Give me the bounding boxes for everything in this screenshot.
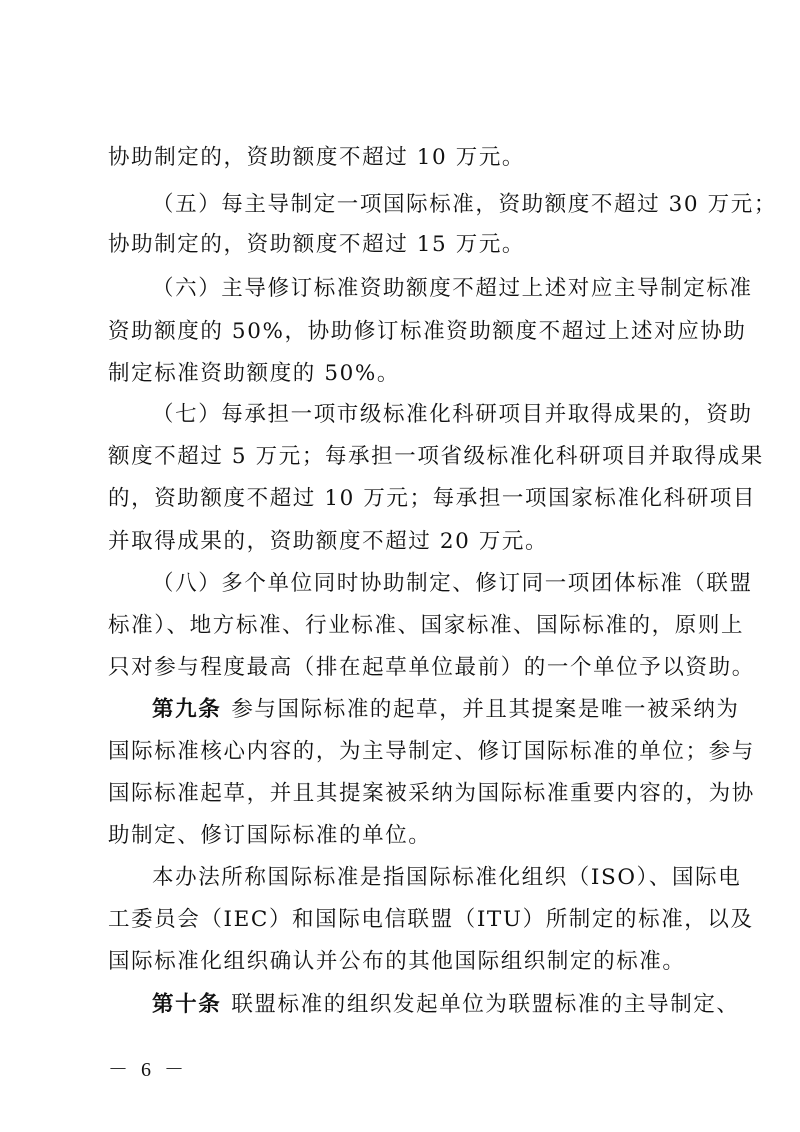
paragraph-line: 只对参与程度最高（排在起草单位最前）的一个单位予以资助。: [108, 655, 755, 680]
article-10-first-line: [152, 992, 740, 1018]
paragraph-line: （七）每承担一项市级标准化科研项目并取得成果的，资助: [152, 402, 753, 427]
paragraph-line: 联盟标准的组织发起单位为联盟标准的主导制定、: [231, 992, 740, 1017]
paragraph-line: 并取得成果的，资助额度不超过 20 万元。: [108, 529, 549, 554]
paragraph-line: 工委员会（IEC）和国际电信联盟（ITU）所制定的标准，以及: [108, 907, 754, 932]
article-9-title: 第九条: [152, 697, 222, 722]
paragraph-line: 标准）、地方标准、行业标准、国家标准、国际标准的，原则上: [108, 613, 745, 638]
paragraph-line: 国际标准核心内容的，为主导制定、修订国际标准的单位；参与: [108, 739, 755, 764]
article-9-first-line: [152, 697, 740, 723]
paragraph-line: 资助额度的 50%，协助修订标准资助额度不超过上述对应协助: [108, 319, 747, 344]
paragraph-line: 助制定、修订国际标准的单位。: [108, 823, 432, 848]
paragraph-line: 参与国际标准的起草，并且其提案是唯一被采纳为: [231, 697, 740, 722]
paragraph-line: 制定标准资助额度的 50%。: [108, 361, 401, 386]
article-10-title: 第十条: [152, 992, 222, 1017]
page-number: － 6 －: [108, 1059, 188, 1081]
paragraph-line: （八）多个单位同时协助制定、修订同一项团体标准（联盟: [152, 571, 753, 596]
paragraph-line: 协助制定的，资助额度不超过 15 万元。: [108, 232, 526, 257]
paragraph-line: 的，资助额度不超过 10 万元；每承担一项国家标准化科研项目: [108, 486, 757, 511]
paragraph-line: 本办法所称国际标准是指国际标准化组织（ISO）、国际电: [152, 865, 742, 890]
paragraph-line: 额度不超过 5 万元；每承担一项省级标准化科研项目并取得成果: [108, 444, 764, 469]
paragraph-line: 国际标准化组织确认并公布的其他国际组织制定的标准。: [108, 949, 686, 974]
paragraph-line: （五）每主导制定一项国际标准，资助额度不超过 30 万元；: [152, 192, 777, 217]
paragraph-line: 协助制定的，资助额度不超过 10 万元。: [108, 145, 526, 170]
paragraph-line: 国际标准起草，并且其提案被采纳为国际标准重要内容的，为协: [108, 781, 755, 806]
paragraph-line: （六）主导修订标准资助额度不超过上述对应主导制定标准: [152, 276, 753, 301]
